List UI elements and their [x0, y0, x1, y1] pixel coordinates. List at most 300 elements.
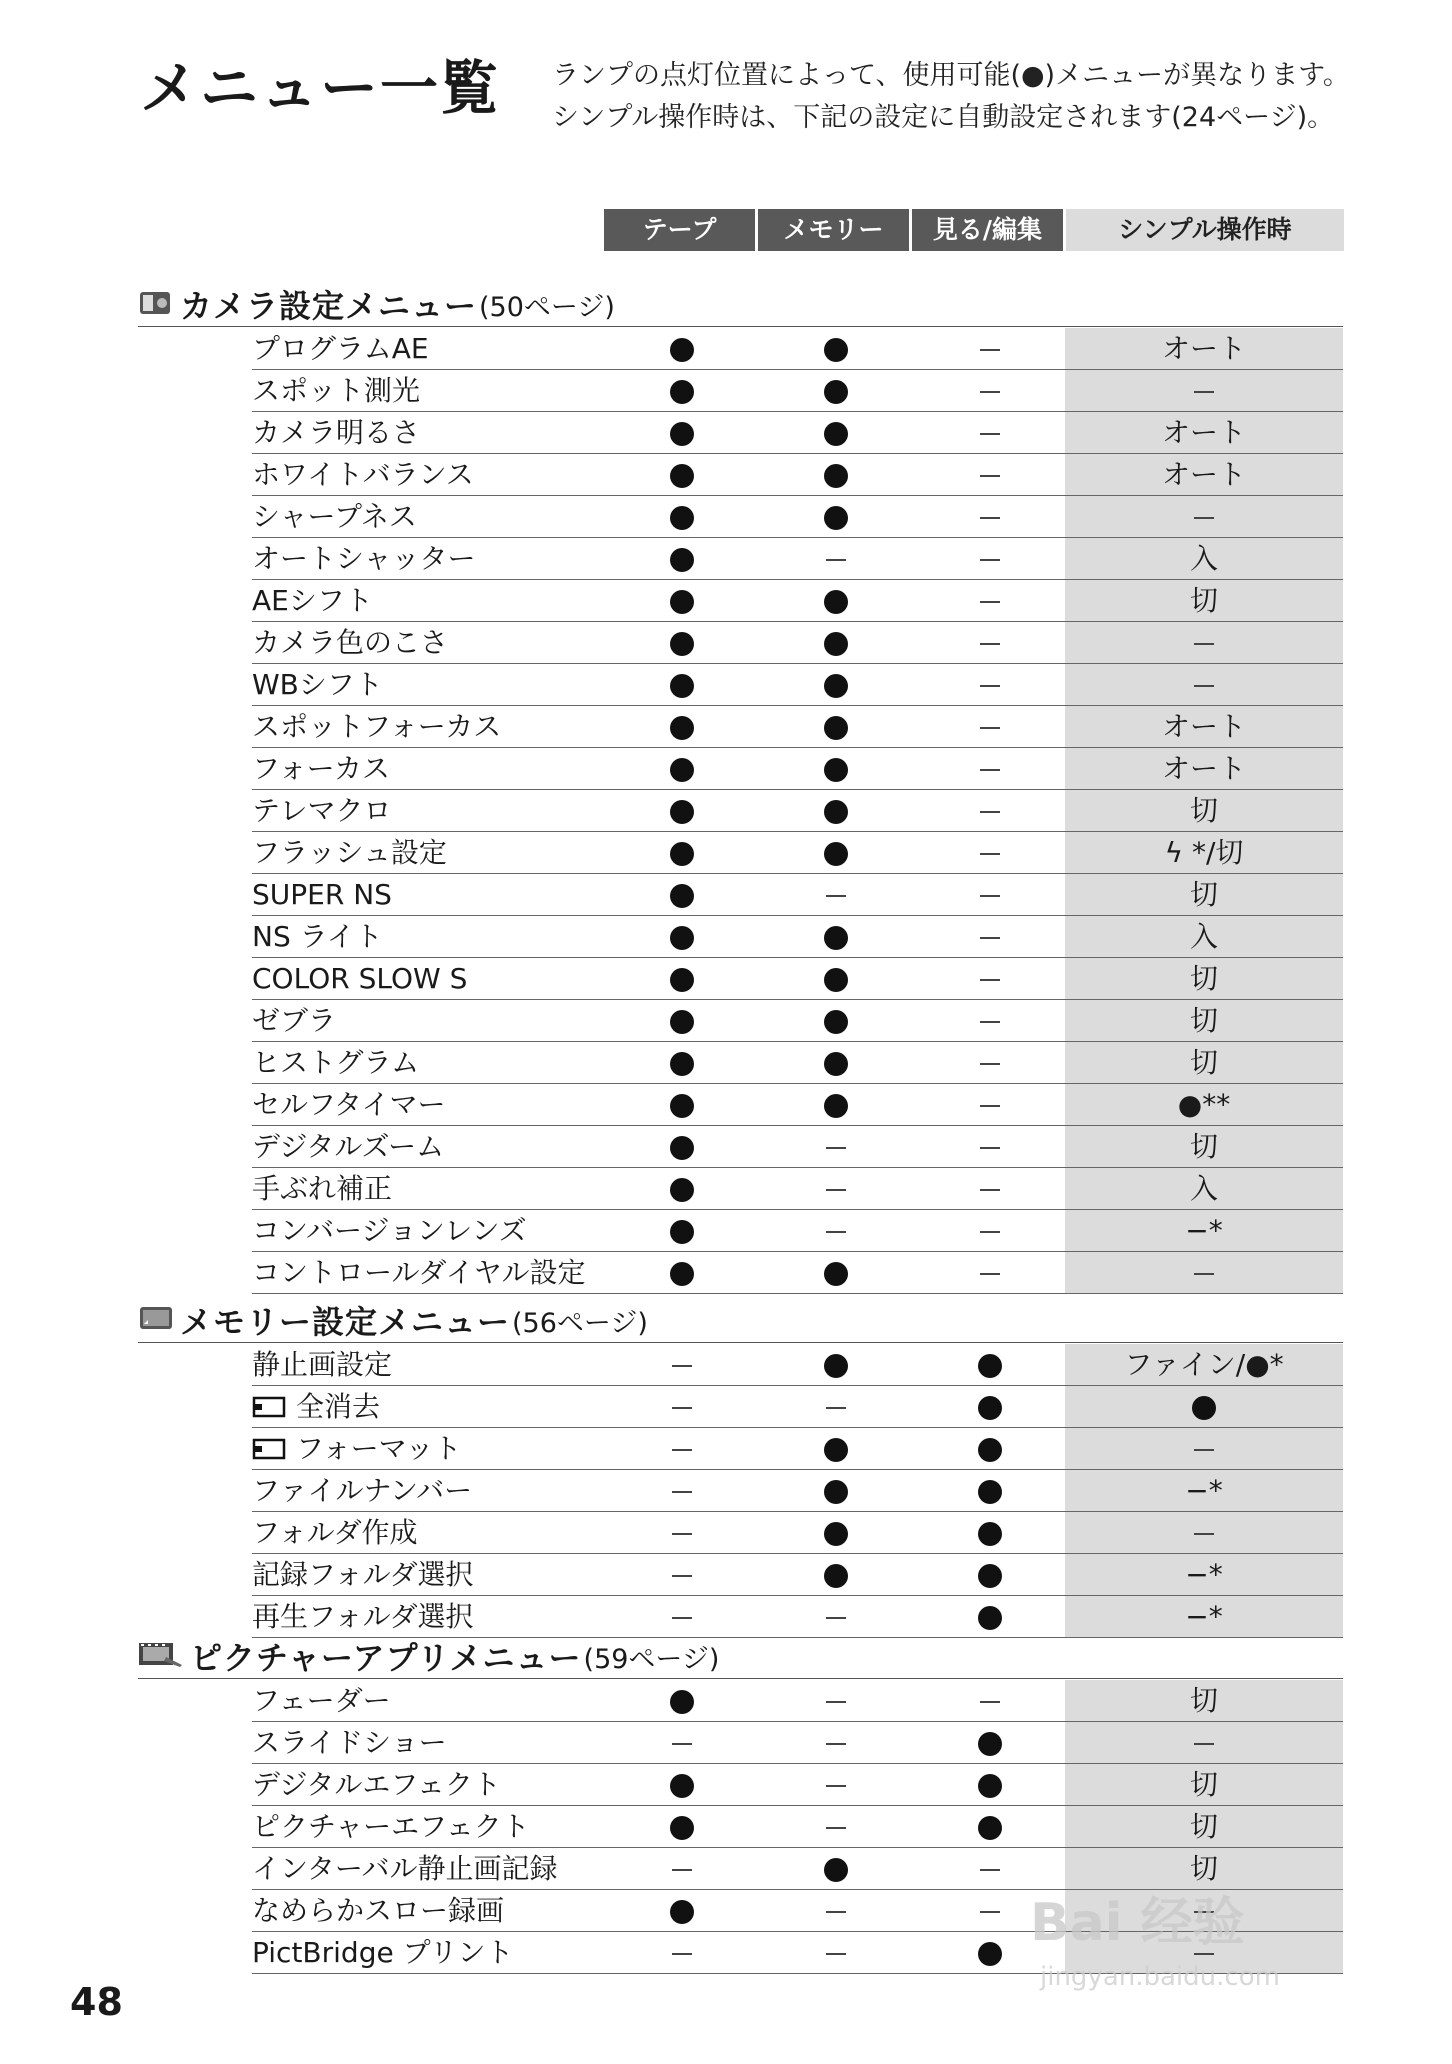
cell-tape-dot [670, 842, 694, 866]
cell-view-edit-dot [978, 1396, 1002, 1420]
camera-icon [138, 287, 180, 321]
cell-simple-text: 切 [1189, 1130, 1218, 1163]
watermark-logo: Bai 经验 [1030, 1893, 1245, 1953]
table-row [252, 1722, 1343, 1764]
cell-simple [1065, 580, 1343, 621]
row-label-text: インターバル静止画記録 [252, 1852, 558, 1885]
cell-view-edit [920, 1512, 1060, 1554]
cell-view-edit-dash [980, 811, 1000, 813]
cell-tape [612, 1848, 752, 1890]
cell-tape-dot [670, 590, 694, 614]
column-headers [604, 209, 1344, 251]
cell-view-edit [920, 1428, 1060, 1470]
cell-view-edit-dot [978, 1522, 1002, 1546]
table-row [252, 1512, 1343, 1554]
cell-tape-dot [670, 1900, 694, 1924]
row-label-text: フォーマット [296, 1432, 462, 1465]
cell-memory [766, 496, 906, 538]
row-label-text: フラッシュ設定 [252, 836, 447, 869]
cell-simple [1065, 1126, 1343, 1167]
row-label [252, 874, 392, 916]
cell-memory-dot [824, 716, 848, 740]
cell-memory [766, 1890, 906, 1932]
cell-tape [612, 496, 752, 538]
cell-simple [1065, 1806, 1343, 1847]
cell-tape [612, 1722, 752, 1764]
column-header-tape: テープ [604, 209, 755, 251]
cell-view-edit [920, 916, 1060, 958]
cell-view-edit [920, 1680, 1060, 1722]
table-row [252, 328, 1343, 370]
cell-tape [612, 1554, 752, 1596]
row-label-text: スライドショー [252, 1726, 447, 1759]
cell-memory [766, 538, 906, 580]
cell-memory [766, 1722, 906, 1764]
row-label [252, 370, 420, 412]
cell-memory-dash [826, 1147, 846, 1149]
cell-simple-text: −* [1185, 1474, 1223, 1507]
cell-simple [1065, 1084, 1343, 1125]
cell-memory [766, 454, 906, 496]
cell-view-edit [920, 664, 1060, 706]
cell-tape-dot [670, 1010, 694, 1034]
cell-view-edit [920, 538, 1060, 580]
cell-tape-dot [670, 548, 694, 572]
cell-tape-dot [670, 800, 694, 824]
cell-memory-dot [824, 674, 848, 698]
cell-tape-dot [670, 464, 694, 488]
row-label [252, 1168, 392, 1210]
cell-memory [766, 1806, 906, 1848]
cell-tape [612, 412, 752, 454]
cell-memory [766, 706, 906, 748]
cell-memory [766, 1210, 906, 1252]
cell-tape-dash [672, 1743, 692, 1745]
table-row [252, 622, 1343, 664]
cell-memory [766, 1764, 906, 1806]
cell-memory-dot [824, 842, 848, 866]
cell-view-edit [920, 1722, 1060, 1764]
cell-tape-dot [670, 1262, 694, 1286]
cell-view-edit-dash [980, 1105, 1000, 1107]
row-label [252, 958, 467, 1000]
cell-view-edit-dash [980, 727, 1000, 729]
row-label-text: 記録フォルダ選択 [252, 1558, 474, 1591]
cell-tape [612, 1428, 752, 1470]
cell-view-edit-dash [980, 853, 1000, 855]
cell-memory-dot [824, 1094, 848, 1118]
cell-simple [1065, 1344, 1343, 1385]
cell-memory [766, 370, 906, 412]
cell-simple [1065, 706, 1343, 747]
row-label [252, 496, 417, 538]
cell-tape-dash [672, 1869, 692, 1871]
cell-view-edit-dash [980, 979, 1000, 981]
cell-view-edit [920, 1084, 1060, 1126]
row-label-text: ヒストグラム [252, 1046, 420, 1079]
cell-tape-dash [672, 1449, 692, 1451]
table-row [252, 496, 1343, 538]
cell-tape [612, 328, 752, 370]
cell-view-edit [920, 832, 1060, 874]
row-label-text: ピクチャーエフェクト [252, 1810, 530, 1843]
cell-tape [612, 790, 752, 832]
section-header [138, 1298, 1343, 1343]
section-header [138, 1634, 1343, 1679]
row-label-text: なめらかスロー録画 [252, 1894, 505, 1927]
row-label [252, 622, 448, 664]
row-label [252, 1428, 461, 1470]
row-label-text: ゼブラ [252, 1004, 337, 1037]
cell-simple [1065, 1680, 1343, 1721]
table-row [252, 748, 1343, 790]
cell-view-edit-dash [980, 433, 1000, 435]
film-icon [138, 1639, 190, 1673]
cell-memory-dot [824, 1354, 848, 1378]
cell-simple-text: 切 [1189, 1046, 1218, 1079]
cell-memory-dot [824, 1052, 848, 1076]
cell-simple-text: 切 [1189, 962, 1218, 995]
table-row [252, 1042, 1343, 1084]
cell-view-edit [920, 706, 1060, 748]
row-label [252, 1764, 501, 1806]
cell-simple-text: 切 [1189, 1004, 1218, 1037]
cell-tape [612, 1806, 752, 1848]
cell-tape-dash [672, 1533, 692, 1535]
cell-tape [612, 1252, 752, 1294]
cell-view-edit [920, 1386, 1060, 1428]
cell-simple-text: オート [1161, 416, 1246, 449]
cell-view-edit [920, 748, 1060, 790]
cell-tape-dot [670, 380, 694, 404]
cell-simple-dash [1194, 1273, 1214, 1275]
cell-view-edit-dash [980, 1911, 1000, 1913]
row-label-text: フォルダ作成 [252, 1516, 418, 1549]
cell-memory [766, 1554, 906, 1596]
cell-memory-dot [824, 380, 848, 404]
cell-simple-text: −* [1185, 1600, 1223, 1633]
cell-memory [766, 1932, 906, 1974]
cell-simple-dash [1194, 643, 1214, 645]
cell-view-edit-dot [978, 1732, 1002, 1756]
cell-tape [612, 1168, 752, 1210]
cell-simple [1065, 454, 1343, 495]
row-label-text: ファイルナンバー [252, 1474, 473, 1507]
row-label-text: 再生フォルダ選択 [252, 1600, 474, 1633]
table-row [252, 1806, 1343, 1848]
row-label [252, 1126, 444, 1168]
cell-tape-dot [670, 1136, 694, 1160]
cell-memory-dash [826, 1231, 846, 1233]
row-label-text: 静止画設定 [252, 1348, 393, 1381]
cell-simple [1065, 664, 1343, 705]
cell-view-edit [920, 1000, 1060, 1042]
section-page-ref: (56ページ) [512, 1307, 648, 1339]
cell-view-edit-dash [980, 1063, 1000, 1065]
cell-view-edit [920, 454, 1060, 496]
row-label [252, 1722, 447, 1764]
cell-memory [766, 1042, 906, 1084]
cell-memory [766, 1126, 906, 1168]
table-row [252, 958, 1343, 1000]
row-label [252, 1890, 504, 1932]
cell-view-edit [920, 328, 1060, 370]
cell-simple [1065, 1042, 1343, 1083]
section-header [138, 282, 1343, 327]
row-label-text: テレマクロ [252, 794, 392, 827]
cell-memory-dash [826, 1617, 846, 1619]
cell-simple [1065, 1596, 1343, 1637]
cell-view-edit [920, 1126, 1060, 1168]
cell-simple [1065, 958, 1343, 999]
cell-view-edit-dash [980, 895, 1000, 897]
table-row [252, 832, 1343, 874]
row-label [252, 1680, 391, 1722]
row-label [252, 664, 383, 706]
cell-memory-dot [824, 926, 848, 950]
cell-tape-dash [672, 1617, 692, 1619]
row-label [252, 1806, 530, 1848]
table-row [252, 916, 1343, 958]
row-label [252, 1344, 392, 1386]
table-row [252, 790, 1343, 832]
cell-simple-text: 切 [1189, 1768, 1218, 1801]
table-row [252, 1554, 1343, 1596]
cell-memory-dot [824, 1564, 848, 1588]
cell-tape [612, 832, 752, 874]
cell-view-edit [920, 1252, 1060, 1294]
cell-simple-text: ϟ */切 [1164, 836, 1244, 869]
cell-simple-text: 入 [1189, 920, 1218, 953]
table-row [252, 1428, 1343, 1470]
table-row [252, 1680, 1343, 1722]
cell-memory-dot [824, 1858, 848, 1882]
cell-tape [612, 1470, 752, 1512]
cell-tape-dot [670, 758, 694, 782]
cell-tape-dot [670, 1220, 694, 1244]
cell-simple-text: オート [1161, 332, 1246, 365]
cell-tape [612, 622, 752, 664]
cell-view-edit [920, 874, 1060, 916]
cell-simple [1065, 748, 1343, 789]
cell-view-edit [920, 1210, 1060, 1252]
cell-view-edit [920, 1042, 1060, 1084]
row-label [252, 1554, 473, 1596]
cell-tape [612, 1126, 752, 1168]
cell-simple [1065, 412, 1343, 453]
cell-tape [612, 706, 752, 748]
row-label [252, 538, 475, 580]
cell-tape [612, 916, 752, 958]
intro-text [552, 55, 1350, 139]
cell-memory [766, 832, 906, 874]
row-label-text: WBシフト [252, 668, 383, 701]
memory-stick-icon [252, 1396, 286, 1418]
cell-simple-text: 切 [1189, 794, 1218, 827]
cell-memory [766, 916, 906, 958]
cell-memory [766, 1344, 906, 1386]
cell-memory-dash [826, 1189, 846, 1191]
cell-memory [766, 958, 906, 1000]
table-row [252, 1386, 1343, 1428]
section-title: メモリー設定メニュー [180, 1303, 511, 1341]
row-label-text: 手ぶれ補正 [252, 1172, 393, 1205]
cell-view-edit [920, 1344, 1060, 1386]
cell-tape [612, 370, 752, 412]
cell-simple-text: 入 [1189, 542, 1218, 575]
cell-simple [1065, 1428, 1343, 1469]
cell-view-edit-dash [980, 643, 1000, 645]
table-row [252, 412, 1343, 454]
intro-line-1: ランプの点灯位置によって、使用可能(●)メニューが異なります。 [552, 60, 1350, 91]
table-row [252, 1000, 1343, 1042]
cell-simple-text: −* [1185, 1558, 1223, 1591]
cell-memory [766, 1084, 906, 1126]
cell-view-edit [920, 622, 1060, 664]
table-row [252, 1126, 1343, 1168]
cell-view-edit-dot [978, 1774, 1002, 1798]
row-label [252, 790, 391, 832]
section-page-ref: (50ページ) [479, 291, 615, 323]
row-label [252, 1084, 445, 1126]
row-label [252, 916, 383, 958]
table-row [252, 874, 1343, 916]
cell-view-edit [920, 1554, 1060, 1596]
table-row [252, 664, 1343, 706]
cell-simple-dash [1194, 1743, 1214, 1745]
cell-tape [612, 1680, 752, 1722]
cell-simple [1065, 1386, 1343, 1427]
cell-tape [612, 1000, 752, 1042]
cell-simple-dash [1194, 1533, 1214, 1535]
cell-view-edit [920, 496, 1060, 538]
cell-memory [766, 790, 906, 832]
cell-simple-text: 入 [1189, 1172, 1218, 1205]
row-label [252, 328, 429, 370]
table-row [252, 706, 1343, 748]
cell-tape [612, 664, 752, 706]
cell-memory-dot [824, 1010, 848, 1034]
cell-tape [612, 1042, 752, 1084]
cell-simple-dot [1192, 1396, 1216, 1420]
row-label-text: ホワイトバランス [252, 458, 474, 491]
cell-view-edit-dot [978, 1354, 1002, 1378]
cell-memory [766, 1596, 906, 1638]
cell-view-edit [920, 1168, 1060, 1210]
table-row [252, 1470, 1343, 1512]
cell-simple-text: オート [1161, 458, 1246, 491]
cell-tape [612, 1512, 752, 1554]
cell-view-edit-dash [980, 1021, 1000, 1023]
column-header-simple: シンプル操作時 [1066, 209, 1344, 251]
cell-simple-dash [1194, 685, 1214, 687]
section-title: カメラ設定メニュー [180, 287, 478, 325]
cell-tape-dot [670, 1690, 694, 1714]
cell-tape [612, 1210, 752, 1252]
cell-tape [612, 1386, 752, 1428]
row-label-text: プログラムAE [252, 332, 429, 365]
cell-view-edit [920, 412, 1060, 454]
section-title: ピクチャーアプリメニュー [190, 1639, 582, 1677]
table-row [252, 454, 1343, 496]
row-label [252, 1512, 417, 1554]
cell-tape-dash [672, 1407, 692, 1409]
cell-memory [766, 748, 906, 790]
cell-memory [766, 874, 906, 916]
cell-simple [1065, 832, 1343, 873]
row-label-text: コンバージョンレンズ [252, 1214, 527, 1247]
cell-tape-dot [670, 674, 694, 698]
table-row [252, 1252, 1343, 1294]
cell-tape [612, 1084, 752, 1126]
cell-view-edit-dash [980, 937, 1000, 939]
cell-view-edit-dash [980, 1147, 1000, 1149]
cell-tape-dot [670, 926, 694, 950]
cell-tape-dot [670, 422, 694, 446]
cell-memory-dot [824, 1438, 848, 1462]
cell-view-edit [920, 370, 1060, 412]
cell-view-edit-dash [980, 349, 1000, 351]
intro-line-2: シンプル操作時は、下記の設定に自動設定されます(24ページ)。 [552, 102, 1335, 133]
cell-simple-text: 切 [1189, 1810, 1218, 1843]
cell-memory [766, 1428, 906, 1470]
cell-memory-dash [826, 1701, 846, 1703]
cell-view-edit [920, 1470, 1060, 1512]
cell-memory-dot [824, 422, 848, 446]
cell-memory-dot [824, 632, 848, 656]
table-row [252, 1596, 1343, 1638]
cell-simple [1065, 1512, 1343, 1553]
cell-tape-dot [670, 716, 694, 740]
row-label-text: デジタルエフェクト [252, 1768, 501, 1801]
cell-view-edit [920, 1764, 1060, 1806]
table-row [252, 370, 1343, 412]
cell-tape [612, 874, 752, 916]
cell-memory [766, 622, 906, 664]
cell-view-edit-dash [980, 391, 1000, 393]
cell-tape-dot [670, 884, 694, 908]
row-label-text: COLOR SLOW S [252, 962, 468, 995]
cell-view-edit-dot [978, 1564, 1002, 1588]
cell-tape-dot [670, 1094, 694, 1118]
cell-memory [766, 1168, 906, 1210]
cell-simple [1065, 370, 1343, 411]
cell-memory-dash [826, 1785, 846, 1787]
table-row [252, 1764, 1343, 1806]
cell-memory-dash [826, 1743, 846, 1745]
cell-tape-dot [670, 1816, 694, 1840]
cell-view-edit-dash [980, 517, 1000, 519]
row-label [252, 1470, 472, 1512]
cell-tape-dot [670, 506, 694, 530]
cell-memory-dot [824, 338, 848, 362]
cell-memory-dash [826, 1827, 846, 1829]
cell-view-edit-dot [978, 1438, 1002, 1462]
cell-simple-text: オート [1161, 752, 1246, 785]
cell-memory [766, 1252, 906, 1294]
cell-tape [612, 1932, 752, 1974]
cell-tape [612, 1596, 752, 1638]
cell-memory-dot [824, 590, 848, 614]
cell-view-edit-dash [980, 601, 1000, 603]
cell-simple-text: 切 [1189, 584, 1218, 617]
cell-tape-dot [670, 632, 694, 656]
cell-tape [612, 1344, 752, 1386]
table-row [252, 538, 1343, 580]
page-title: メニュー一覧 [140, 54, 501, 122]
cell-simple [1065, 916, 1343, 957]
table-row [252, 580, 1343, 622]
